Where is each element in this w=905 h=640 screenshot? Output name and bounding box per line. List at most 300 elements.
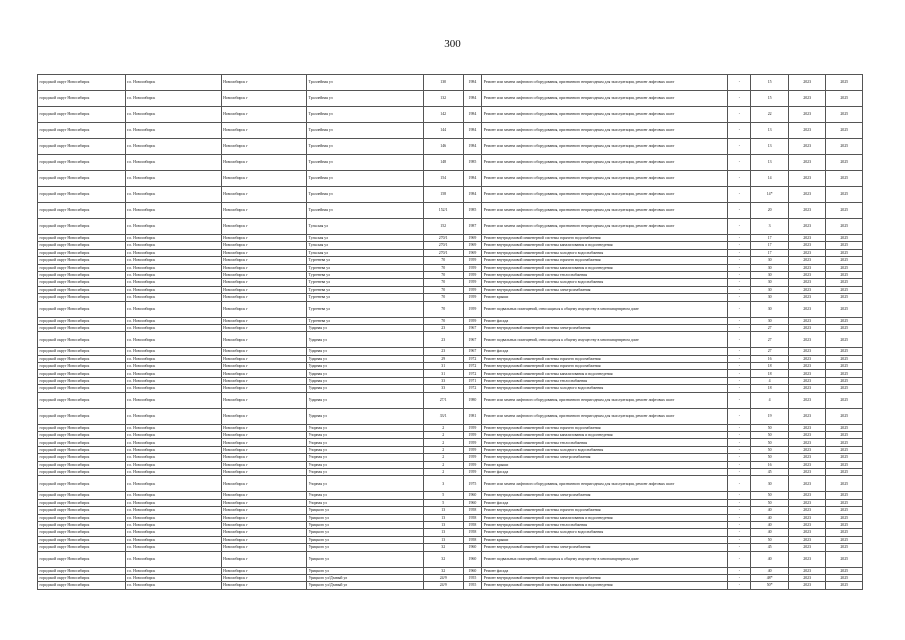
cell-count: 50 <box>751 439 789 446</box>
cell-flag: - <box>728 363 751 370</box>
cell-district: городской округ Новосибирск <box>38 187 126 203</box>
cell-flag: - <box>728 454 751 461</box>
cell-year: 1984 <box>463 107 482 123</box>
cell-district: городской округ Новосибирск <box>38 264 126 271</box>
cell-work-type: Ремонт внутридомовой инженерной системы электроснабжения <box>482 286 728 293</box>
cell-house: 31 <box>423 370 463 377</box>
cell-work-type: Ремонт или замена лифтового оборудования, признанного непригодным для эксплуатации, ремонт лифтовых шахт <box>482 107 728 123</box>
cell-locality: Новосибирск г <box>221 574 307 581</box>
cell-work-type: Ремонт внутридомовой инженерной системы теплоснабжения <box>482 271 728 278</box>
cell-city: г.о. Новосибирск <box>125 301 221 317</box>
cell-street: Ударная ул <box>307 324 424 331</box>
cell-flag: - <box>728 139 751 155</box>
cell-year-start: 2023 <box>788 317 826 324</box>
cell-street: Тульская ул <box>307 235 424 242</box>
cell-year-end: 2025 <box>826 377 863 384</box>
cell-locality: Новосибирск г <box>221 461 307 468</box>
cell-work-type: Ремонт внутридомовой инженерной системы электроснабжения <box>482 324 728 331</box>
cell-city: г.о. Новосибирск <box>125 203 221 219</box>
cell-district: городской округ Новосибирск <box>38 492 126 499</box>
cell-year-end: 2025 <box>826 446 863 453</box>
cell-flag: - <box>728 461 751 468</box>
cell-city: г.о. Новосибирск <box>125 529 221 536</box>
cell-year-end: 2025 <box>826 264 863 271</box>
cell-locality: Новосибирск г <box>221 348 307 355</box>
cell-city: г.о. Новосибирск <box>125 454 221 461</box>
cell-house: 13 <box>423 536 463 543</box>
cell-flag: - <box>728 91 751 107</box>
cell-house: 23 <box>423 324 463 331</box>
table-row <box>38 301 863 317</box>
cell-flag: - <box>728 235 751 242</box>
cell-street: Троллейная ул <box>307 139 424 155</box>
cell-district: городской округ Новосибирск <box>38 514 126 521</box>
cell-district: городской округ Новосибирск <box>38 370 126 377</box>
table-row <box>38 507 863 514</box>
cell-flag: - <box>728 392 751 408</box>
cell-house: 270/1 <box>423 242 463 249</box>
cell-house: 13 <box>423 507 463 514</box>
table-row <box>38 439 863 446</box>
cell-house: 2 <box>423 454 463 461</box>
cell-year-start: 2023 <box>788 294 826 301</box>
cell-year: 1985 <box>463 155 482 171</box>
cell-year: 1955 <box>463 574 482 581</box>
cell-flag: - <box>728 536 751 543</box>
cell-work-type: Ремонт фасада <box>482 348 728 355</box>
cell-year-start: 2023 <box>788 123 826 139</box>
cell-house: 70 <box>423 271 463 278</box>
cell-district: городской округ Новосибирск <box>38 257 126 264</box>
table-row <box>38 279 863 286</box>
table-row <box>38 454 863 461</box>
cell-year-end: 2025 <box>826 286 863 293</box>
cell-street: Урицкого ул/Дзавый ул <box>307 574 424 581</box>
cell-street: Ударная ул <box>307 370 424 377</box>
cell-year: 1959 <box>463 424 482 431</box>
cell-city: г.о. Новосибирск <box>125 551 221 567</box>
cell-flag: - <box>728 551 751 567</box>
cell-work-type: Ремонт или замена лифтового оборудования, признанного непригодным для эксплуатации, ремонт лифтовых шахт <box>482 91 728 107</box>
cell-street: Ударная ул <box>307 332 424 348</box>
cell-year-start: 2023 <box>788 249 826 256</box>
cell-city: г.о. Новосибирск <box>125 139 221 155</box>
cell-work-type: Ремонт крыши <box>482 536 728 543</box>
cell-locality: Новосибирск г <box>221 301 307 317</box>
cell-flag: - <box>728 370 751 377</box>
cell-house: 2 <box>423 432 463 439</box>
cell-count: 30 <box>751 286 789 293</box>
cell-flag: - <box>728 439 751 446</box>
cell-year-start: 2023 <box>788 551 826 567</box>
cell-year-start: 2023 <box>788 91 826 107</box>
cell-work-type: Ремонт внутридомовой инженерной системы канализования и водоотведения <box>482 264 728 271</box>
cell-locality: Новосибирск г <box>221 249 307 256</box>
cell-year: 1967 <box>463 324 482 331</box>
cell-district: городской округ Новосибирск <box>38 408 126 424</box>
cell-work-type: Ремонт или замена лифтового оборудования, признанного непригодным для эксплуатации, ремонт лифтовых шахт <box>482 392 728 408</box>
cell-city: г.о. Новосибирск <box>125 461 221 468</box>
cell-work-type: Ремонт подвальных помещений, относящихся к общему имуществу в многоквартирном доме <box>482 332 728 348</box>
cell-year: 1981 <box>463 408 482 424</box>
cell-year-start: 2023 <box>788 392 826 408</box>
cell-street: Тургенева ул <box>307 301 424 317</box>
cell-locality: Новосибирск г <box>221 370 307 377</box>
table-row <box>38 91 863 107</box>
cell-year-end: 2025 <box>826 370 863 377</box>
cell-count: 27 <box>751 332 789 348</box>
cell-district: городской округ Новосибирск <box>38 536 126 543</box>
table-row <box>38 408 863 424</box>
cell-house: 70 <box>423 257 463 264</box>
cell-house: 70 <box>423 279 463 286</box>
cell-year-start: 2023 <box>788 446 826 453</box>
cell-work-type: Ремонт внутридомовой инженерной системы холодного водоснабжения <box>482 249 728 256</box>
table-row <box>38 75 863 91</box>
cell-count: 18 <box>751 363 789 370</box>
cell-street: Ударная ул <box>307 392 424 408</box>
cell-house: 29 <box>423 355 463 362</box>
cell-year-end: 2025 <box>826 203 863 219</box>
cell-district: городской округ Новосибирск <box>38 123 126 139</box>
cell-city: г.о. Новосибирск <box>125 468 221 475</box>
cell-city: г.о. Новосибирск <box>125 582 221 589</box>
cell-year-end: 2025 <box>826 187 863 203</box>
cell-locality: Новосибирск г <box>221 385 307 392</box>
cell-street: Тургенева ул <box>307 317 424 324</box>
cell-city: г.о. Новосибирск <box>125 370 221 377</box>
table-row <box>38 363 863 370</box>
table-row <box>38 521 863 528</box>
cell-year-start: 2023 <box>788 499 826 506</box>
cell-year-start: 2023 <box>788 385 826 392</box>
cell-locality: Новосибирск г <box>221 355 307 362</box>
cell-house: 2 <box>423 446 463 453</box>
cell-district: городской округ Новосибирск <box>38 91 126 107</box>
cell-district: городской округ Новосибирск <box>38 107 126 123</box>
cell-district: городской округ Новосибирск <box>38 219 126 235</box>
cell-work-type: Ремонт внутридомовой инженерной системы канализования и водоотведения <box>482 242 728 249</box>
cell-street: Узорная ул <box>307 476 424 492</box>
cell-year-start: 2023 <box>788 355 826 362</box>
cell-year-start: 2023 <box>788 203 826 219</box>
cell-city: г.о. Новосибирск <box>125 324 221 331</box>
cell-district: городской округ Новосибирск <box>38 139 126 155</box>
cell-locality: Новосибирск г <box>221 468 307 475</box>
cell-district: городской округ Новосибирск <box>38 468 126 475</box>
cell-district: городской округ Новосибирск <box>38 461 126 468</box>
cell-city: г.о. Новосибирск <box>125 499 221 506</box>
cell-year-start: 2023 <box>788 363 826 370</box>
cell-count: 30 <box>751 257 789 264</box>
cell-year: 1985 <box>463 203 482 219</box>
cell-year-start: 2023 <box>788 348 826 355</box>
cell-work-type: Ремонт внутридомовой инженерной системы электроснабжения <box>482 454 728 461</box>
cell-house: 2 <box>423 424 463 431</box>
table-row <box>38 271 863 278</box>
cell-street: Урицкого ул <box>307 551 424 567</box>
cell-flag: - <box>728 544 751 551</box>
cell-year: 1960 <box>463 499 482 506</box>
cell-flag: - <box>728 492 751 499</box>
cell-locality: Новосибирск г <box>221 294 307 301</box>
cell-count: 30 <box>751 264 789 271</box>
cell-year-end: 2025 <box>826 107 863 123</box>
cell-street: Троллейная ул <box>307 171 424 187</box>
cell-count: 27 <box>751 324 789 331</box>
cell-locality: Новосибирск г <box>221 235 307 242</box>
cell-district: городской округ Новосибирск <box>38 249 126 256</box>
cell-work-type: Ремонт внутридомовой инженерной системы горячего водоснабжения <box>482 507 728 514</box>
cell-work-type: Ремонт внутридомовой инженерной системы горячего водоснабжения <box>482 257 728 264</box>
cell-house: 2 <box>423 461 463 468</box>
cell-city: г.о. Новосибирск <box>125 392 221 408</box>
cell-year-end: 2025 <box>826 432 863 439</box>
cell-count: 50* <box>751 582 789 589</box>
cell-count: 22 <box>751 107 789 123</box>
cell-year-end: 2025 <box>826 155 863 171</box>
table-row <box>38 107 863 123</box>
cell-year-end: 2025 <box>826 582 863 589</box>
cell-count: 40 <box>751 514 789 521</box>
table-row <box>38 432 863 439</box>
cell-street: Урицкого ул <box>307 536 424 543</box>
cell-count: 30 <box>751 271 789 278</box>
cell-work-type: Ремонт или замена лифтового оборудования, признанного непригодным для эксплуатации, ремонт лифтовых шахт <box>482 171 728 187</box>
cell-year-end: 2025 <box>826 521 863 528</box>
cell-flag: - <box>728 348 751 355</box>
cell-count: 4 <box>751 377 789 384</box>
page-number: 300 <box>444 38 461 50</box>
table-row <box>38 567 863 574</box>
cell-flag: - <box>728 521 751 528</box>
cell-street: Урицкого ул <box>307 521 424 528</box>
cell-count: 20 <box>751 203 789 219</box>
cell-city: г.о. Новосибирск <box>125 446 221 453</box>
cell-street: Тургенева ул <box>307 279 424 286</box>
cell-count: 45 <box>751 544 789 551</box>
cell-count: 48* <box>751 574 789 581</box>
cell-year: 1984 <box>463 123 482 139</box>
cell-flag: - <box>728 286 751 293</box>
cell-street: Тургенева ул <box>307 257 424 264</box>
table-row <box>38 544 863 551</box>
cell-year-start: 2023 <box>788 286 826 293</box>
cell-year-start: 2023 <box>788 171 826 187</box>
cell-year-start: 2023 <box>788 107 826 123</box>
cell-house: 24/9 <box>423 582 463 589</box>
cell-house: 33 <box>423 377 463 384</box>
cell-flag: - <box>728 529 751 536</box>
cell-city: г.о. Новосибирск <box>125 155 221 171</box>
cell-house: 13 <box>423 529 463 536</box>
cell-year: 1969 <box>463 242 482 249</box>
cell-count: 13 <box>751 139 789 155</box>
cell-year-start: 2023 <box>788 476 826 492</box>
cell-flag: - <box>728 574 751 581</box>
cell-year: 1955 <box>463 582 482 589</box>
cell-year-end: 2025 <box>826 324 863 331</box>
cell-year: 1959 <box>463 257 482 264</box>
cell-city: г.о. Новосибирск <box>125 567 221 574</box>
cell-locality: Новосибирск г <box>221 392 307 408</box>
cell-locality: Новосибирск г <box>221 332 307 348</box>
cell-district: городской округ Новосибирск <box>38 279 126 286</box>
cell-house: 270/1 <box>423 249 463 256</box>
cell-count: 15 <box>751 91 789 107</box>
cell-year-end: 2025 <box>826 294 863 301</box>
cell-house: 33 <box>423 385 463 392</box>
cell-street: Ударная ул <box>307 385 424 392</box>
cell-flag: - <box>728 219 751 235</box>
cell-street: Ударная ул <box>307 363 424 370</box>
cell-city: г.о. Новосибирск <box>125 123 221 139</box>
cell-street: Узорная ул <box>307 432 424 439</box>
cell-locality: Новосибирск г <box>221 107 307 123</box>
cell-house: 5 <box>423 499 463 506</box>
cell-year-end: 2025 <box>826 424 863 431</box>
cell-city: г.о. Новосибирск <box>125 507 221 514</box>
cell-year: 1958 <box>463 521 482 528</box>
table-row <box>38 370 863 377</box>
cell-count: 50 <box>751 499 789 506</box>
cell-street: Урицкого ул <box>307 514 424 521</box>
cell-count: 13 <box>751 123 789 139</box>
cell-year-start: 2023 <box>788 424 826 431</box>
cell-year-end: 2025 <box>826 171 863 187</box>
cell-year-start: 2023 <box>788 567 826 574</box>
cell-house: 13 <box>423 514 463 521</box>
cell-count: 45 <box>751 468 789 475</box>
cell-year-end: 2025 <box>826 492 863 499</box>
cell-year: 1980 <box>463 392 482 408</box>
cell-year-start: 2023 <box>788 536 826 543</box>
table-row <box>38 499 863 506</box>
cell-year-end: 2025 <box>826 536 863 543</box>
cell-year-end: 2025 <box>826 317 863 324</box>
cell-count: 50 <box>751 454 789 461</box>
cell-flag: - <box>728 279 751 286</box>
cell-year-start: 2023 <box>788 514 826 521</box>
cell-street: Узорная ул <box>307 454 424 461</box>
cell-flag: - <box>728 385 751 392</box>
cell-year-end: 2025 <box>826 567 863 574</box>
cell-year-start: 2023 <box>788 408 826 424</box>
table-row <box>38 582 863 589</box>
cell-year: 1984 <box>463 75 482 91</box>
cell-street: Ударная ул <box>307 408 424 424</box>
cell-district: городской округ Новосибирск <box>38 392 126 408</box>
cell-work-type: Ремонт внутридомовой инженерной системы горячего водоснабжения <box>482 424 728 431</box>
cell-year: 1959 <box>463 461 482 468</box>
cell-flag: - <box>728 567 751 574</box>
cell-locality: Новосибирск г <box>221 446 307 453</box>
cell-year-end: 2025 <box>826 454 863 461</box>
cell-count: 50 <box>751 536 789 543</box>
cell-count: 30 <box>751 279 789 286</box>
cell-locality: Новосибирск г <box>221 75 307 91</box>
cell-city: г.о. Новосибирск <box>125 286 221 293</box>
cell-locality: Новосибирск г <box>221 139 307 155</box>
cell-city: г.о. Новосибирск <box>125 294 221 301</box>
cell-locality: Новосибирск г <box>221 187 307 203</box>
cell-city: г.о. Новосибирск <box>125 332 221 348</box>
cell-locality: Новосибирск г <box>221 91 307 107</box>
cell-street: Урицкого ул <box>307 567 424 574</box>
cell-work-type: Ремонт внутридомовой инженерной системы горячего водоснабжения <box>482 355 728 362</box>
cell-city: г.о. Новосибирск <box>125 317 221 324</box>
cell-work-type: Ремонт фасада <box>482 499 728 506</box>
cell-locality: Новосибирск г <box>221 536 307 543</box>
cell-work-type: Ремонт внутридомовой инженерной системы теплоснабжения <box>482 439 728 446</box>
cell-flag: - <box>728 507 751 514</box>
cell-house: 70 <box>423 301 463 317</box>
cell-district: городской округ Новосибирск <box>38 301 126 317</box>
cell-work-type: Ремонт или замена лифтового оборудования, признанного непригодным для эксплуатации, ремонт лифтовых шахт <box>482 203 728 219</box>
table-row <box>38 348 863 355</box>
cell-year-start: 2023 <box>788 574 826 581</box>
cell-count: 40 <box>751 551 789 567</box>
cell-flag: - <box>728 499 751 506</box>
cell-flag: - <box>728 424 751 431</box>
cell-year-start: 2023 <box>788 370 826 377</box>
table-row <box>38 286 863 293</box>
cell-house: 152 <box>423 219 463 235</box>
cell-house: 146 <box>423 139 463 155</box>
cell-work-type: Ремонт или замена лифтового оборудования, признанного непригодным для эксплуатации, ремонт лифтовых шахт <box>482 476 728 492</box>
cell-street: Узорная ул <box>307 499 424 506</box>
cell-house: 70 <box>423 286 463 293</box>
table-row <box>38 203 863 219</box>
cell-house: 31 <box>423 363 463 370</box>
cell-district: городской округ Новосибирск <box>38 567 126 574</box>
cell-locality: Новосибирск г <box>221 279 307 286</box>
table-row <box>38 123 863 139</box>
table-row <box>38 294 863 301</box>
cell-year-end: 2025 <box>826 468 863 475</box>
cell-locality: Новосибирск г <box>221 324 307 331</box>
cell-year-end: 2025 <box>826 392 863 408</box>
cell-year: 1984 <box>463 171 482 187</box>
cell-city: г.о. Новосибирск <box>125 257 221 264</box>
cell-year: 1959 <box>463 432 482 439</box>
cell-city: г.о. Новосибирск <box>125 279 221 286</box>
cell-work-type: Ремонт или замена лифтового оборудования, признанного непригодным для эксплуатации, ремонт лифтовых шахт <box>482 219 728 235</box>
cell-district: городской округ Новосибирск <box>38 355 126 362</box>
cell-year: 1969 <box>463 235 482 242</box>
cell-locality: Новосибирск г <box>221 257 307 264</box>
table-row <box>38 551 863 567</box>
cell-locality: Новосибирск г <box>221 521 307 528</box>
cell-year-start: 2023 <box>788 544 826 551</box>
cell-street: Урицкого ул/Дзавый ул <box>307 582 424 589</box>
cell-district: городской округ Новосибирск <box>38 574 126 581</box>
table-row <box>38 171 863 187</box>
cell-district: городской округ Новосибирск <box>38 203 126 219</box>
cell-street: Троллейная ул <box>307 91 424 107</box>
cell-year-start: 2023 <box>788 242 826 249</box>
cell-flag: - <box>728 257 751 264</box>
cell-house: 154 <box>423 171 463 187</box>
cell-city: г.о. Новосибирск <box>125 187 221 203</box>
cell-district: городской округ Новосибирск <box>38 424 126 431</box>
table-row <box>38 446 863 453</box>
cell-street: Узорная ул <box>307 439 424 446</box>
cell-year: 1969 <box>463 249 482 256</box>
cell-year-end: 2025 <box>826 332 863 348</box>
table-row <box>38 242 863 249</box>
table-row <box>38 155 863 171</box>
